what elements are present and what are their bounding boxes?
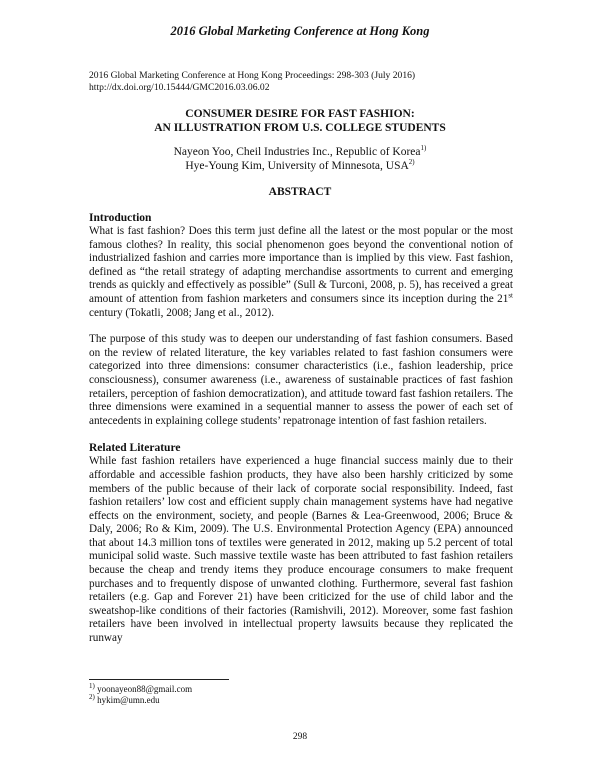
footnote-divider — [89, 679, 229, 680]
footnote-2 — [89, 695, 192, 706]
footnote-1 — [89, 684, 192, 695]
intro-p1-text-a: What is fast fashion? Does this term just define all the latest or the most popular or the most famous clothes? In reality, this social phenomenon goes beyond the conventional notion of industrialized fashion and carries more importance than is implied by this view. Fast fashion, defined as “the retail strategy of adapting merchandise assortments to current and emerging trends as quickly and effectively as possible” (Sull & Turconi, 2008, p. 5), has received a great amount of attention from fashion marketers and consumers since its inception during the 21 — [89, 225, 513, 305]
author-2-footnote-mark: 2) — [408, 158, 415, 167]
intro-p1-superscript: st — [508, 291, 513, 300]
abstract-heading: ABSTRACT — [268, 186, 332, 198]
author-2-affiliation: Hye-Young Kim, University of Minnesota, USA — [185, 160, 409, 172]
paper-body — [89, 212, 513, 646]
author-1 — [0, 145, 600, 159]
paper-title — [0, 108, 600, 135]
footnotes — [89, 684, 192, 706]
doi-link[interactable]: http://dx.doi.org/10.15444/GMC2016.03.06.02 — [89, 82, 270, 93]
footnote-1-email[interactable]: yoonayeon88@gmail.com — [97, 684, 193, 694]
author-2 — [0, 159, 600, 173]
title-line-2: AN ILLUSTRATION FROM U.S. COLLEGE STUDENTS — [154, 121, 446, 134]
proceedings-citation: 2016 Global Marketing Conference at Hong Kong Proceedings: 298-303 (July 2016) — [89, 70, 416, 81]
author-1-affiliation: Nayeon Yoo, Cheil Industries Inc., Republic of Korea — [173, 146, 421, 158]
related-literature-heading: Related Literature — [89, 442, 181, 455]
publication-info — [89, 70, 519, 94]
introduction-paragraph-2: The purpose of this study was to deepen our understanding of fast fashion consumers. Based on the review of related literature, the key variables related to fast fashion consumers were categorized into three dimensions: consumer characteristics (i.e., fashion leadership, price consciousness), consumer awareness (i.e., awareness of sustainable practices of fast fashion retailers, perception of fashion democratization), and attitude toward fast fashion retailers. The three dimensions were examined in a sequential manner to assess the power of each set of antecedents in explaining college students’ repatronage intention of fast fashion retailers. — [89, 333, 513, 427]
intro-p1-text-b: century (Tokatli, 2008; Jang et al., 2012). — [89, 306, 275, 319]
introduction-paragraph-1 — [89, 225, 513, 320]
page-number: 298 — [292, 732, 308, 742]
title-line-1: CONSUMER DESIRE FOR FAST FASHION: — [185, 108, 415, 120]
related-literature-paragraph-1: While fast fashion retailers have experienced a huge financial success mainly due to their affordable and accessible fashion products, they have also been harshly criticized by some members of the public because of their lack of corporate social responsibility. Indeed, fast fashion retailers’ low cost and efficient supply chain management systems have had negative effects on the environment, society, and people (Barnes & Lea-Greenwood, 2006; Bruce & Daly, 2006; Ro & Kim, 2009). The U.S. Environmental Protection Agency (EPA) announced that about 14.3 million tons of textiles were generated in 2012, making up 5.2 percent of total municipal solid waste. Such massive textile waste has been attributed to fast fashion retailers because the cheap and trendy items they produce encourage consumers to make frequent purchases and to frequently dispose of unwanted clothing. Furthermore, several fast fashion retailers (e.g. Gap and Forever 21) have been criticized for the use of child labor and the sweatshop-like conditions of their factories (Ramishvili, 2012). Moreover, some fast fashion retailers have been involved in intellectual property lawsuits because they replicated the runway — [89, 455, 513, 645]
footnote-2-mark: 2) — [89, 693, 95, 701]
introduction-heading: Introduction — [89, 212, 152, 224]
author-list — [0, 145, 600, 173]
footnote-2-email[interactable]: hykim@umn.edu — [97, 695, 160, 705]
footnote-1-mark: 1) — [89, 682, 95, 690]
running-header: 2016 Global Marketing Conference at Hong Kong — [170, 24, 430, 38]
author-1-footnote-mark: 1) — [420, 144, 427, 153]
